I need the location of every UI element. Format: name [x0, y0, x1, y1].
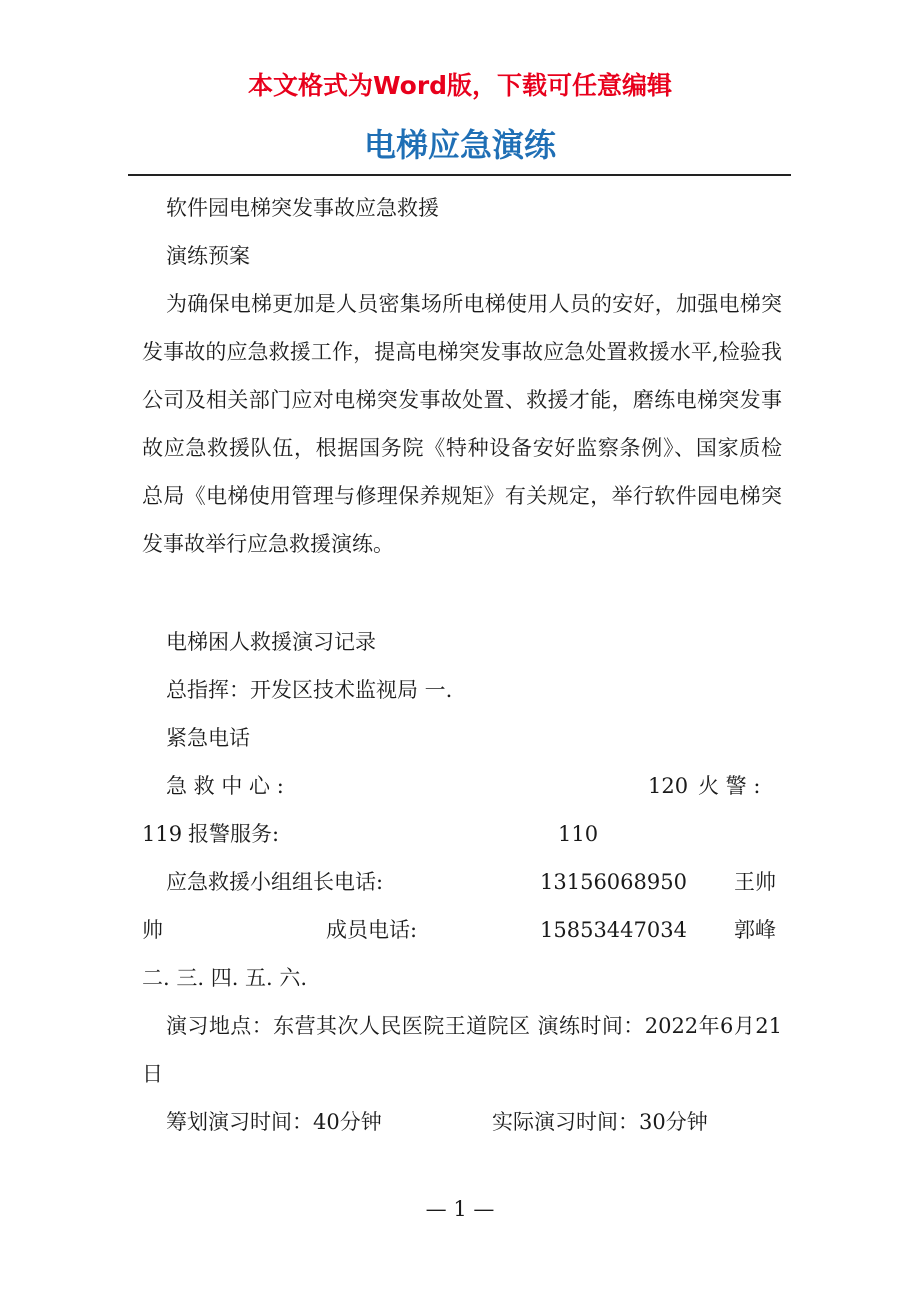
leader-phone-label: 应急救援小组组长电话:: [166, 870, 384, 894]
leader-name: 王帅: [734, 870, 776, 894]
record-title: 电梯困人救援演习记录: [166, 630, 376, 654]
member-name: 郭峰: [734, 918, 776, 942]
fire-police-line: [142, 810, 782, 858]
document-title: 电梯应急演练: [363, 126, 556, 164]
location-time-paragraph: 演习地点：东营其次人民医院王道院区 演练时间：2022年6月21日: [142, 1014, 782, 1086]
actual-duration: 实际演习时间：30分钟: [492, 1110, 708, 1134]
police-number: 110: [558, 822, 599, 846]
member-phone-line: [142, 906, 782, 954]
member-phone-label: 成员电话:: [326, 918, 418, 942]
rescue-center-number: 120: [648, 774, 689, 798]
purpose-paragraph: 为确保电梯更加是人员密集场所电梯使用人员的安好，加强电梯突发事故的应急救援工作，提高电梯突发事故应急处置救援水平,检验我公司及相关部门应对电梯突发事故处置、救援才能，磨练电梯突发事故应急救援队伍，根据国务院《特种设备安好监察条例》、国家质检总局《电梯使用管理与修理保养规矩》有关规定，举行软件园电梯突发事故举行应急救援演练。: [142, 292, 782, 556]
title-divider: [128, 174, 791, 176]
intro-line-2: 演练预案: [166, 244, 250, 268]
drill-duration-line: [142, 1098, 782, 1146]
paragraph-spacer: [142, 568, 782, 618]
leader-name-tail: 帅: [142, 918, 163, 942]
planned-duration: 筹划演习时间：40分钟: [166, 1110, 382, 1134]
rescue-fire-line: [142, 762, 782, 810]
fire-number: 119: [142, 822, 183, 846]
member-phone-number: 15853447034: [540, 918, 687, 942]
document-body: [142, 184, 782, 1146]
page-number: — 1 —: [425, 1197, 495, 1221]
intro-line-1: 软件园电梯突发事故应急救援: [166, 196, 439, 220]
leader-phone-number: 13156068950: [540, 870, 687, 894]
section-numerals: 二. 三. 四. 五. 六.: [142, 966, 308, 990]
leader-phone-line: [142, 858, 782, 906]
format-banner: 本文格式为Word版，下载可任意编辑: [247, 71, 673, 100]
commander-line: 总指挥：开发区技术监视局 一.: [166, 678, 453, 702]
rescue-center-label: 急 救 中 心 :: [166, 774, 284, 798]
emergency-phone-heading: 紧急电话: [166, 726, 250, 750]
police-label: 报警服务:: [188, 822, 280, 846]
fire-label: 火 警 :: [698, 774, 761, 798]
